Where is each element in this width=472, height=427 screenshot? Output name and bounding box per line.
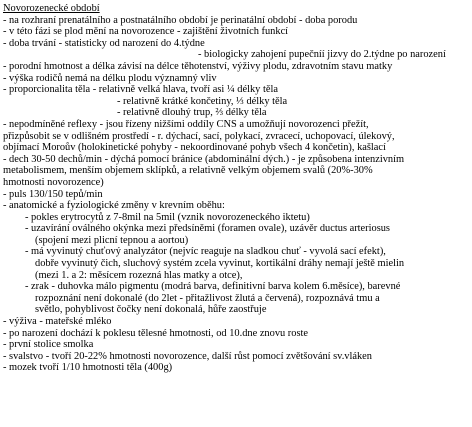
text-line-erythrocytes: - pokles erytrocytů z 7-8mil na 5mil (vznik novorozeneckého iktetu) — [25, 211, 310, 223]
text-line-vision-cont-1: rozpoznání není dokonalé (do 2let - přitažlivost žlutá a červená), rozpoznává tmu a — [35, 292, 380, 304]
text-line-vision: - zrak - duhovka málo pigmentu (modrá barva, definitivní barva kolem 6.měsíce), barevné — [25, 281, 401, 293]
text-line-circulation: - anatomické a fyziologické změny v krevním oběhu: — [3, 200, 225, 212]
text-line-phase: - v této fázi se plod mění na novorozence - zajištění životních funkcí — [3, 26, 289, 38]
text-line-breathing: - dech 30-50 dechů/min - dýchá pomocí bránice (abdominální dých.) - je způsobena intenzivním — [3, 153, 405, 165]
text-line-brain: - mozek tvoří 1/10 hmotnosti těla (400g) — [3, 362, 173, 374]
text-line-birth-weight: - porodní hmotnost a délka závisí na délce těhotenství, výživy plodu, zdravotním stavu matky — [3, 60, 393, 72]
text-line-taste: - má vyvinutý chuťový analyzátor (nejvíc reaguje na sladkou chuť - vyvolá sací efekt), — [25, 246, 386, 258]
text-line-meconium: - první stolice smolka — [3, 339, 94, 351]
text-line-weight-loss: - po narození dochází k poklesu tělesné hmotnosti, od 10.dne znovu roste — [3, 327, 309, 339]
text-line-foramen: - uzavírání oválného okýnka mezi předsíněmi (foramen ovale), uzávěr ductus arteriosus — [25, 223, 390, 235]
text-line-trunk: - relativně dlouhý trup, ⅔ délky těla — [117, 107, 267, 119]
text-line-duration: - doba trvání - statisticky od narození do 4.týdne — [3, 37, 205, 49]
text-line-breathing-cont-1: metabolismem, menším objemem sklípků, a relativně velkým objemem svalů (20%-30% — [3, 165, 373, 177]
text-line-proportionality: - proporcionalita těla - relativně velká hlava, tvoří asi ¼ délky těla — [3, 84, 278, 96]
text-line-muscles: - svalstvo - tvoří 20-22% hmotnosti novorozence, další růst pomocí zvětšování sv.vláken — [3, 350, 372, 362]
text-line-reflexes-cont-2: objímací Moroův (holokinetické pohyby - nekoordinované pohyb všech 4 končetin), kašlací — [3, 142, 386, 154]
text-line-parents-height: - výška rodičů nemá na délku plodu významný vliv — [3, 72, 217, 84]
text-line-reflexes: - nepodmíněné reflexy - jsou řízeny nižšími oddíly CNS a umožňují novorozenci přežít, — [3, 118, 369, 130]
text-line-reflexes-cont-1: přizpůsobit se v odlišném prostředí - r. dýchací, sací, polykací, zvracecí, uchopovací, úlekový, — [3, 130, 395, 142]
text-line-limbs: - relativně krátké končetiny, ⅓ délky těla — [117, 95, 288, 107]
text-line-taste-cont-1: dobře vyvinutý čich, sluchový systém zcela vyvinut, kortikální dráhy nemají ještě mielin — [35, 258, 405, 270]
text-line-pulse: - puls 130/150 tepů/min — [3, 188, 103, 200]
text-line-perinatal: - na rozhraní prenatálního a postnatálního období je perinatální období - doba porodu — [3, 14, 358, 26]
text-line-duration-biological: - biologicky zahojení pupečníí jizvy do 2.týdne po narození — [198, 49, 446, 61]
text-line-breathing-cont-2: hmotnosti novorozence) — [3, 176, 104, 188]
document-title: Novorozenecké období — [3, 3, 100, 14]
text-line-nutrition: - výživa - mateřské mléko — [3, 316, 112, 328]
text-line-taste-cont-2: (mezi 1. a 2: měsícem rozezná hlas matky a otce), — [35, 269, 243, 281]
text-line-vision-cont-2: světlo, pohyblivost čočky není dokonalá, hůře zaostřuje — [35, 304, 267, 316]
document-page — [0, 3, 472, 374]
text-line-foramen-cont: (spojení mezi plicní tepnou a aortou) — [35, 234, 189, 246]
